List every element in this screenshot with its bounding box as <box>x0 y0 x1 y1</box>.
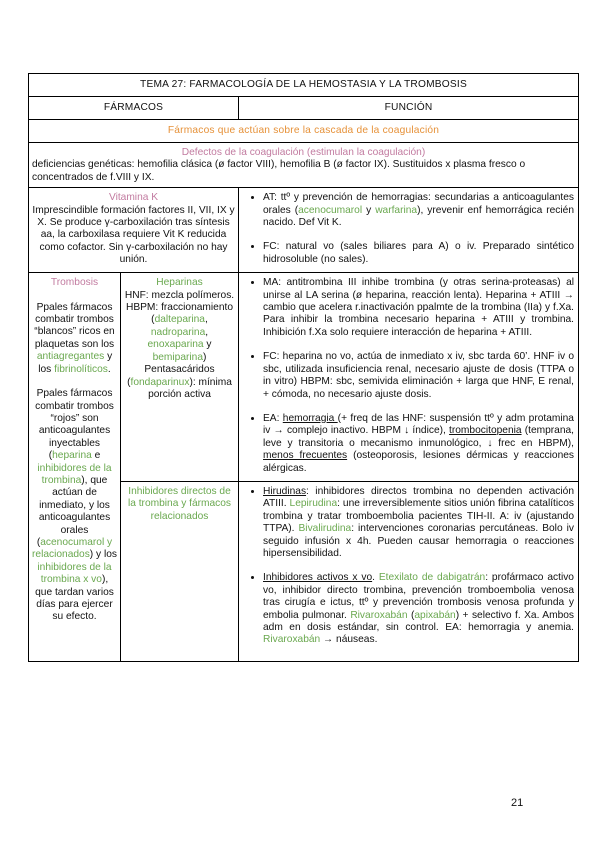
heparinas-title: Heparinas <box>156 277 203 289</box>
trombosis-p2: Ppales fármacos combatir trombos “rojos” son anticoagulantes inyectables (heparina e inhibidores de la trombina), que actúan de inmediato, y los anticoagulantes orales (acenocumarol y relacionados) y los inhibidores de la trombina x vo), que tardan varios días para ejercer su efecto. <box>32 388 117 623</box>
vitk-text: Imprescindible formación factores II, VII, IX y X. Se produce γ-carboxilación tras síntesis aa, la carboxilasa requiere Vit K reducida como cofactor. Sin γ-carboxilación no hay unión. <box>32 204 235 266</box>
drug-acenocumarol: acenocumarol <box>298 204 363 216</box>
heparinas-fc: • FC: heparina no vo, actúa de inmediato x iv, sbc tarda 60’. HNF iv o sbc, utilizada insuficiencia renal, necesario ajuste de dosis (TTPA o in vitro) HBPM: sbc, semivida eliminación + larga que HNF, E renal, + cómoda, no necesario ajuste dosis. <box>263 351 574 401</box>
heparinas-ma: • MA: antitrombina III inhibe trombina (y otras serina-proteasas) al unirse al LA serina (ø heparina, reacción lenta). Heparina + ATIII → cambio que acelera r.inactivación ppalmte de la trombina (IIa) y f.Xa. Para inhibir la trombina necesario heparina + ATIII y trombina. Inhibición f.Xa solo requiere interacción de heparina + ATIII. <box>263 277 574 339</box>
section-title: Fármacos que actúan sobre la cascada de la coagulación <box>29 120 579 143</box>
vitk-function <box>239 188 579 273</box>
vitk-fc: • FC: natural vo (sales biliares para A) o iv. Preparado sintético hidrosoluble (no sales). <box>263 241 574 266</box>
trombosis-title: Trombosis <box>50 277 99 289</box>
heparinas-function <box>239 273 579 482</box>
defectos-text: deficiencias genéticas: hemofilia clásica (ø factor VIII), hemofilia B (ø factor IX). Sustituidos x plasma fresco o concentrados de f.VIII y IX. <box>32 159 526 183</box>
page-number: 21 <box>511 797 524 809</box>
heparinas-ea: • EA: hemorragia (+ freq de las HNF: suspensión ttº y adm protamina iv → complejo inactivo. HBPM ↓ índice), trombocitopenia (temprana, leve y transitoria o mecanismo inmunológico, ↓ frec en HBPM), menos frecuentes (osteoporosis, lesiones dérmicas y reacciones alérgicas. <box>263 413 574 475</box>
header-funcion: FUNCIÓN <box>239 97 579 120</box>
vitk-title: Vitamina K <box>108 192 159 204</box>
inhibidores-hirudinas: • Hirudinas: inhibidores directos trombina no dependen activación ATIII. Lepirudina: une irreversiblemente sitios unión fibrina catalíticos trombina y tratar tromboembolia pacientes TIH-II. A: iv (ajustando TTPA). Bivalirudina: intervenciones coronarias percutáneas. Bolo iv seguido infusión x 4h. Pueden causar hemorragia o reacciones hipersensibilidad. <box>263 486 574 560</box>
vitk-cell <box>29 188 239 273</box>
heparinas-hnf: HNF: mezcla polímeros. <box>124 289 235 301</box>
inhibidores-function <box>239 481 579 661</box>
heparinas-cell <box>121 273 239 482</box>
heparinas-hbpm: HBPM: fraccionamiento (dalteparina, nadroparina, enoxaparina y bemiparina) <box>125 302 233 363</box>
page-title: TEMA 27: FARMACOLOGÍA DE LA HEMOSTASIA Y LA TROMBOSIS <box>29 74 579 97</box>
trombosis-cell <box>29 273 121 662</box>
content-table <box>28 73 579 662</box>
heparinas-pentasacaridos: Pentasacáridos (fondaparinux): mínima porción activa <box>127 364 232 400</box>
inhibidores-cell <box>121 481 239 661</box>
inhibidores-activos-vo: • Inhibidores activos x vo. Etexilato de dabigatrán: profármaco activo vo, inhibidor directo trombina, prevención tromboembolia venosa tras cirugía e ictus, ttº y prevención trombosis venosa profunda y embolia pulmonar. Rivaroxabán (apixabán) + selectivo f. Xa. Ambos adm en dosis estándar, sin control. EA: hemorragia y anemia. Rivaroxabán → náuseas. <box>263 572 574 646</box>
header-farmacos: FÁRMACOS <box>29 97 239 120</box>
trombosis-p1: Ppales fármacos combatir trombos “blancos” ricos en plaquetas son los antiagregantes y los fibrinolíticos. <box>34 301 115 375</box>
vitk-at: • AT: ttº y prevención de hemorragias: secundarias a anticoagulantes orales (acenocumarol y warfarina), yrevenir enf hemorrágica recién nacido. Def Vit K. <box>263 192 574 229</box>
defectos-title: Defectos de la coagulación (estimulan la coagulación) <box>181 147 426 158</box>
inhibidores-title: Inhibidores directos de la trombina y fármacos relacionados <box>127 485 232 522</box>
defectos-cell <box>29 143 579 188</box>
drug-warfarina: warfarina <box>375 204 418 216</box>
